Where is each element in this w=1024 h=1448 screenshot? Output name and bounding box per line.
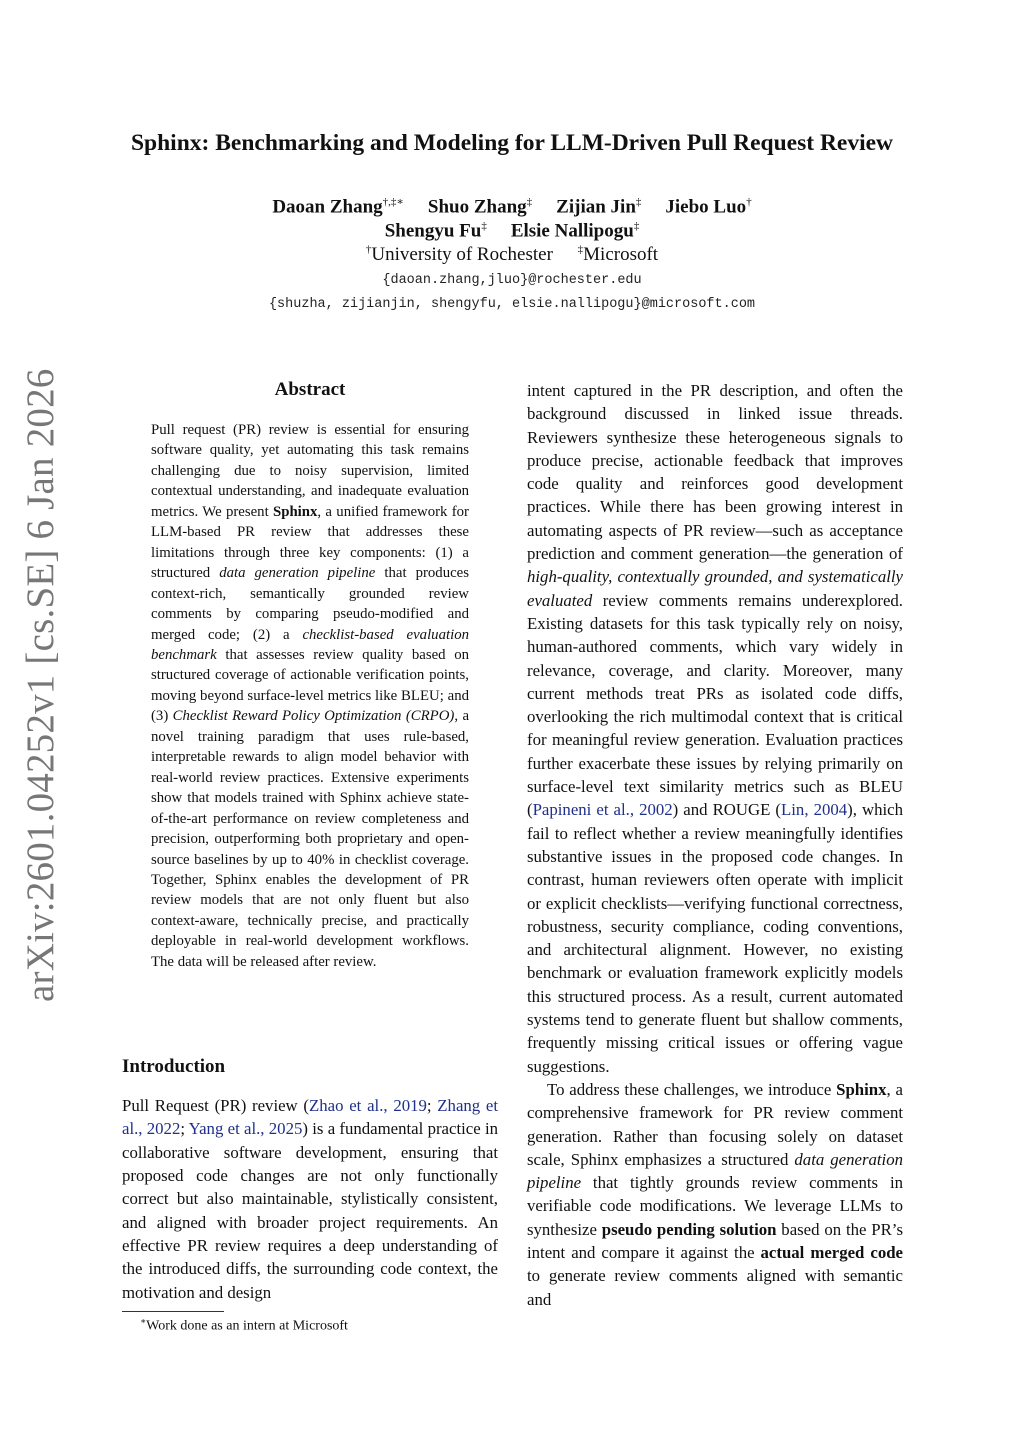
author-name: Shengyu Fu‡: [384, 220, 487, 242]
abstract-body: [151, 420, 469, 972]
text-run: Pull request (PR) review is essential for ensuring software quality, yet automating this task remains challenging due to noisy supervision, limited contextual understanding, and inadequate evaluation metrics. We present: [151, 422, 469, 520]
citation-link[interactable]: Zhang et al., 2022: [122, 1096, 499, 1139]
text-run: ;: [426, 1096, 438, 1115]
footnote-divider: [122, 1311, 224, 1312]
author-name: Jiebo Luo†: [665, 196, 752, 218]
author-affiliation-mark: ‡: [526, 196, 533, 208]
arxiv-identifier-stamp: arXiv:2601.04252v1 [cs.SE] 6 Jan 2026: [19, 368, 62, 1002]
text-run: intent captured in the PR description, and often the background discussed in linked issue threads. Reviewers synthesize these heterogeneous signals to produce precise, actionable feedback that improves code quality and reinforces good development practices. While there has been growing interest in automating aspects of PR review—such as acceptance prediction and comment generation—the generation of: [527, 381, 903, 564]
author-name: Shuo Zhang‡: [427, 196, 533, 218]
footnote: ∗Work done as an intern at Microsoft: [140, 1316, 348, 1334]
author-affiliation-mark: ‡: [635, 196, 642, 208]
italic-run: data generation pipeline: [527, 1149, 903, 1193]
citation-link[interactable]: Zhao et al., 2019: [309, 1096, 427, 1115]
text-run: , a unified framework for LLM-based PR review that addresses these limitations through three key components: (1) a structured: [151, 503, 469, 582]
author-list-line-2: [0, 220, 1024, 242]
text-run: , a comprehensive framework for PR review comment generation. Rather than focusing solely on dataset scale, Sphinx emphasizes a structured: [527, 1079, 903, 1169]
right-paragraph-1: [527, 379, 903, 1078]
text-run: Pull Request (PR) review (: [122, 1096, 310, 1115]
author-name: Elsie Nallipogu‡: [510, 220, 640, 242]
text-run: review comments remains underexplored. Existing datasets for this task typically rely on noisy, human-authored comments, which vary widely in relevance, coverage, and clarity. Moreover, many current methods treat PRs as isolated code diffs, overlooking the rich multimodal context that is critical for meaningful review generation. Evaluation practices further exacerbate these issues by relying primarily on surface-level text similarity metrics such as BLEU (: [527, 590, 903, 820]
email-microsoft: {shuzha, zijianjin, shengyfu, elsie.nallipogu}@microsoft.com: [268, 297, 756, 312]
author-affiliation-mark: ‡: [633, 220, 640, 232]
citation-link[interactable]: Yang et al., 2025: [188, 1119, 303, 1139]
introduction-heading: Introduction: [122, 1056, 226, 1077]
text-run: ) is a fundamental practice in collaborative software development, ensuring that proposed code changes are not only functionally correct but also maintainable, stylistically consistent, and aligned with broader project requirements. An effective PR review requires a deep understanding of the introduced diffs, the surrounding code context, the motivation and design: [122, 1119, 498, 1302]
affiliations: [0, 244, 1024, 266]
paper-title: Sphinx: Benchmarking and Modeling for LLM-Driven Pull Request Review: [130, 130, 894, 156]
italic-run: Checklist Reward Policy Optimization (CRPO): [172, 708, 455, 725]
italic-run: high-quality, contextually grounded, and systematically evaluated: [527, 567, 903, 610]
introduction-paragraph: [122, 1094, 498, 1304]
abstract-heading: Abstract: [274, 379, 346, 400]
author-name: Zijian Jin‡: [556, 196, 642, 218]
text-run: , a novel training paradigm that uses rule-based, interpretable rewards to align model behavior with real-world review practices. Extensive experiments show that models trained with Sphinx achieve state-of-the-art performance on review completeness and precision, outperforming both proprietary and open-source baselines by up to 40% in checklist coverage. Together, Sphinx enables the development of PR review models that are not only fluent but also context-aware, technically precise, and practically deployable in real-world development workflows. The data will be released after review.: [151, 708, 470, 970]
text-run: to generate review comments aligned with semantic and: [527, 1266, 903, 1309]
right-paragraph-2: [527, 1078, 903, 1311]
text-run: To address these challenges, we introduce: [547, 1079, 837, 1099]
bold-run: Sphinx: [272, 503, 318, 520]
affiliation-microsoft: ‡Microsoft: [577, 244, 659, 266]
email-rochester: {daoan.zhang,jluo}@rochester.edu: [382, 273, 642, 288]
affiliation-rochester: †University of Rochester: [365, 244, 553, 266]
citation-link[interactable]: Papineni et al., 2002: [532, 800, 673, 820]
text-run: that tightly grounds review comments in verifiable code modifications. We leverage LLMs to synthesize: [527, 1173, 903, 1239]
author-affiliation-mark: †,‡∗: [382, 196, 404, 208]
author-affiliation-mark: ‡: [481, 220, 487, 232]
bold-run: Sphinx: [836, 1079, 887, 1099]
author-list-line-1: [0, 195, 1024, 218]
text-run: that assesses review quality based on structured coverage of actionable verification points, moving beyond surface-level metrics like BLEU; and (3): [151, 646, 469, 725]
text-run: ), which fail to reflect whether a review meaningfully identifies substantive issues in the proposed code changes. In contrast, human reviewers often operate with implicit or explicit checklists—verifying functional correctness, robustness, security compliance, coding conventions, and architectural alignment. However, no existing benchmark or evaluation framework explicitly models this structured process. As a result, current automated systems tend to generate fluent but shallow comments, frequently missing critical issues or offering vague suggestions.: [527, 800, 903, 1076]
italic-run: data generation pipeline: [219, 565, 376, 582]
author-name: Daoan Zhang†,‡∗: [272, 196, 404, 218]
citation-link[interactable]: Lin, 2004: [781, 800, 848, 820]
right-column-text: [527, 379, 903, 1311]
italic-run: checklist-based evaluation benchmark: [151, 626, 469, 663]
text-run: based on the PR’s intent and compare it against the: [527, 1219, 903, 1262]
bold-run: actual merged code: [760, 1242, 903, 1262]
author-affiliation-mark: †: [746, 196, 752, 208]
bold-run: pseudo pending solution: [601, 1219, 777, 1239]
text-run: ;: [180, 1119, 189, 1139]
text-run: that produces context-rich, semantically grounded review comments by comparing pseudo-modified and merged code; (2) a: [151, 565, 469, 643]
text-run: ) and ROUGE (: [672, 800, 782, 820]
